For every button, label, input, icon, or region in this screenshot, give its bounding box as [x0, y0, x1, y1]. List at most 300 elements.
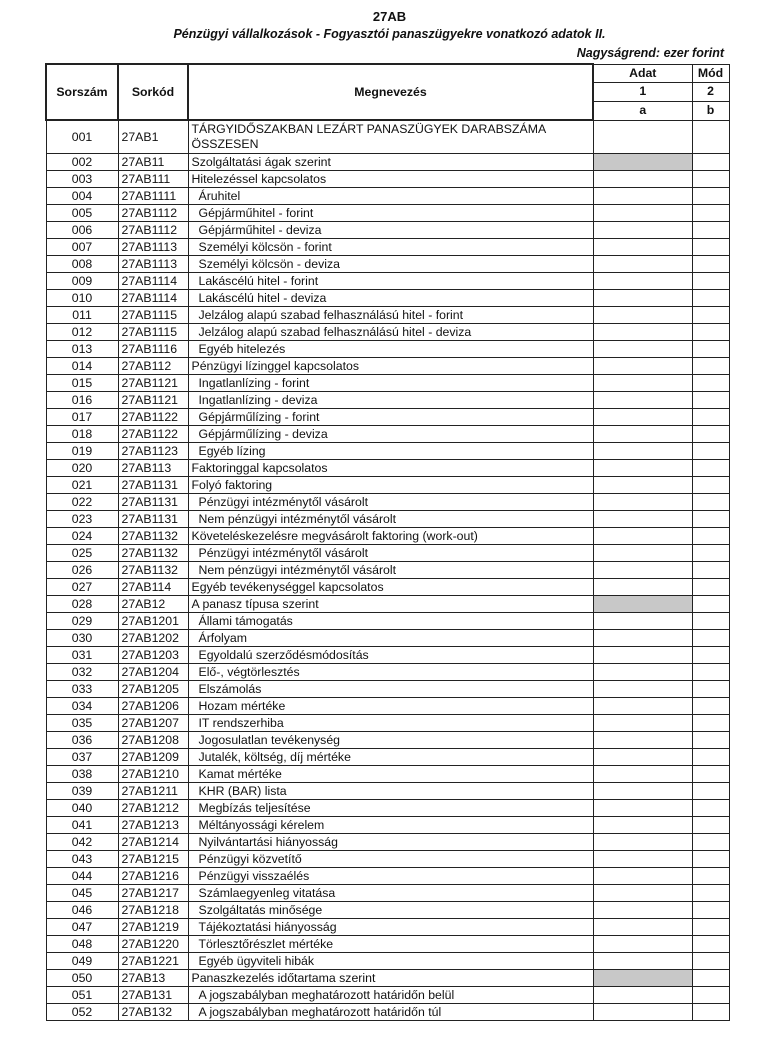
- table-row: [46, 290, 729, 307]
- row-name: A panasz típusa szerint: [188, 596, 593, 613]
- row-name: Jelzálog alapú szabad felhasználású hitel - forint: [188, 307, 593, 324]
- row-number: 013: [46, 341, 118, 358]
- row-value-mod[interactable]: [692, 545, 729, 562]
- row-name: Egyéb lízing: [188, 443, 593, 460]
- row-value-mod[interactable]: [692, 664, 729, 681]
- row-number: 029: [46, 613, 118, 630]
- row-value-adat[interactable]: [593, 766, 692, 783]
- row-name: Lakáscélú hitel - forint: [188, 273, 593, 290]
- row-value-mod[interactable]: [692, 579, 729, 596]
- row-value-adat[interactable]: [593, 545, 692, 562]
- row-name: Egyéb ügyviteli hibák: [188, 953, 593, 970]
- row-number: 015: [46, 375, 118, 392]
- row-name: KHR (BAR) lista: [188, 783, 593, 800]
- row-value-adat[interactable]: [593, 783, 692, 800]
- row-name: Szolgáltatás minősége: [188, 902, 593, 919]
- row-value-mod[interactable]: [692, 443, 729, 460]
- table-row: [46, 579, 729, 596]
- row-number: 052: [46, 1004, 118, 1021]
- row-code: 27AB1113: [118, 256, 188, 273]
- row-value-adat[interactable]: [593, 477, 692, 494]
- table-row: [46, 902, 729, 919]
- table-row: [46, 868, 729, 885]
- form-code: 27AB: [372, 9, 407, 24]
- row-code: 27AB1122: [118, 426, 188, 443]
- row-name: A jogszabályban meghatározott határidőn belül: [188, 987, 593, 1004]
- row-value-mod[interactable]: [692, 562, 729, 579]
- row-value-mod[interactable]: [692, 120, 729, 154]
- header-mod: Mód: [692, 64, 729, 83]
- row-name: Méltányossági kérelem: [188, 817, 593, 834]
- table-row: [46, 749, 729, 766]
- row-value-mod[interactable]: [692, 970, 729, 987]
- table-row: [46, 188, 729, 205]
- row-value-adat[interactable]: [593, 205, 692, 222]
- row-value-mod[interactable]: [692, 698, 729, 715]
- form-title: Pénzügyi vállalkozások - Fogyasztói panaszügyekre vonatkozó adatok II.: [173, 27, 606, 41]
- row-name: Áruhitel: [188, 188, 593, 205]
- unit-label: Nagyságrend: ezer forint: [576, 46, 724, 60]
- row-value-mod[interactable]: [692, 1004, 729, 1021]
- row-number: 048: [46, 936, 118, 953]
- row-name: Kamat mértéke: [188, 766, 593, 783]
- row-name: Szolgáltatási ágak szerint: [188, 154, 593, 171]
- row-number: 004: [46, 188, 118, 205]
- row-value-adat[interactable]: [593, 273, 692, 290]
- row-number: 017: [46, 409, 118, 426]
- row-value-adat[interactable]: [593, 341, 692, 358]
- table-row: [46, 766, 729, 783]
- row-value-adat[interactable]: [593, 596, 692, 613]
- row-name: Tájékoztatási hiányosság: [188, 919, 593, 936]
- row-code: 27AB1115: [118, 324, 188, 341]
- row-number: 026: [46, 562, 118, 579]
- row-value-mod[interactable]: [692, 647, 729, 664]
- row-number: 006: [46, 222, 118, 239]
- row-number: 011: [46, 307, 118, 324]
- row-name: Jutalék, költség, díj mértéke: [188, 749, 593, 766]
- table-row: [46, 460, 729, 477]
- row-value-adat[interactable]: [593, 528, 692, 545]
- row-value-adat[interactable]: [593, 953, 692, 970]
- row-value-adat[interactable]: [593, 511, 692, 528]
- row-value-mod[interactable]: [692, 987, 729, 1004]
- row-value-mod[interactable]: [692, 715, 729, 732]
- table-row: [46, 511, 729, 528]
- row-value-mod[interactable]: [692, 596, 729, 613]
- row-value-adat[interactable]: [593, 630, 692, 647]
- row-value-adat[interactable]: [593, 647, 692, 664]
- row-code: 27AB1211: [118, 783, 188, 800]
- row-name: Állami támogatás: [188, 613, 593, 630]
- row-code: 27AB11: [118, 154, 188, 171]
- table-row: [46, 630, 729, 647]
- row-number: 025: [46, 545, 118, 562]
- row-value-mod[interactable]: [692, 630, 729, 647]
- row-code: 27AB113: [118, 460, 188, 477]
- row-value-mod[interactable]: [692, 766, 729, 783]
- row-code: 27AB1114: [118, 273, 188, 290]
- row-value-mod[interactable]: [692, 902, 729, 919]
- row-value-mod[interactable]: [692, 307, 729, 324]
- row-name: Követeléskezelésre megvásárolt faktoring (work-out): [188, 528, 593, 545]
- row-value-adat[interactable]: [593, 392, 692, 409]
- row-code: 27AB1115: [118, 307, 188, 324]
- row-name: Egyoldalú szerződésmódosítás: [188, 647, 593, 664]
- row-value-adat[interactable]: [593, 919, 692, 936]
- row-code: 27AB1218: [118, 902, 188, 919]
- table-row: [46, 256, 729, 273]
- row-code: 27AB1111: [118, 188, 188, 205]
- row-value-adat[interactable]: [593, 426, 692, 443]
- row-code: 27AB1112: [118, 205, 188, 222]
- row-value-adat[interactable]: [593, 970, 692, 987]
- table-row: [46, 120, 729, 154]
- table-row: [46, 477, 729, 494]
- row-value-mod[interactable]: [692, 341, 729, 358]
- row-number: 043: [46, 851, 118, 868]
- row-name: IT rendszerhiba: [188, 715, 593, 732]
- row-value-adat[interactable]: [593, 324, 692, 341]
- row-value-adat[interactable]: [593, 851, 692, 868]
- row-value-mod[interactable]: [692, 783, 729, 800]
- row-code: 27AB1209: [118, 749, 188, 766]
- row-value-mod[interactable]: [692, 613, 729, 630]
- row-name: Nem pénzügyi intézménytől vásárolt: [188, 511, 593, 528]
- row-number: 012: [46, 324, 118, 341]
- row-name: Pénzügyi közvetítő: [188, 851, 593, 868]
- row-name: A jogszabályban meghatározott határidőn túl: [188, 1004, 593, 1021]
- row-value-mod[interactable]: [692, 256, 729, 273]
- row-name: Gépjárműhitel - forint: [188, 205, 593, 222]
- row-code: 27AB1210: [118, 766, 188, 783]
- row-code: 27AB1201: [118, 613, 188, 630]
- row-value-mod[interactable]: [692, 681, 729, 698]
- row-value-adat[interactable]: [593, 494, 692, 511]
- row-value-mod[interactable]: [692, 290, 729, 307]
- row-code: 27AB111: [118, 171, 188, 188]
- table-row: [46, 443, 729, 460]
- row-code: 27AB1215: [118, 851, 188, 868]
- row-name: Pénzügyi intézménytől vásárolt: [188, 545, 593, 562]
- row-value-adat[interactable]: [593, 562, 692, 579]
- row-name: Egyéb tevékenységgel kapcsolatos: [188, 579, 593, 596]
- row-code: 27AB132: [118, 1004, 188, 1021]
- row-value-adat[interactable]: [593, 936, 692, 953]
- row-code: 27AB1123: [118, 443, 188, 460]
- row-value-adat[interactable]: [593, 358, 692, 375]
- table-row: [46, 392, 729, 409]
- row-number: 020: [46, 460, 118, 477]
- row-value-adat[interactable]: [593, 749, 692, 766]
- row-code: 27AB1122: [118, 409, 188, 426]
- row-value-mod[interactable]: [692, 477, 729, 494]
- row-number: 042: [46, 834, 118, 851]
- row-number: 002: [46, 154, 118, 171]
- row-value-adat[interactable]: [593, 409, 692, 426]
- row-code: 27AB1116: [118, 341, 188, 358]
- row-value-mod[interactable]: [692, 851, 729, 868]
- row-value-adat[interactable]: [593, 171, 692, 188]
- table-row: [46, 375, 729, 392]
- row-code: 27AB1203: [118, 647, 188, 664]
- row-value-mod[interactable]: [692, 732, 729, 749]
- row-value-adat[interactable]: [593, 375, 692, 392]
- header-mod-num: 2: [692, 83, 729, 102]
- row-code: 27AB1202: [118, 630, 188, 647]
- row-name: Gépjárműhitel - deviza: [188, 222, 593, 239]
- row-value-adat[interactable]: [593, 885, 692, 902]
- row-value-mod[interactable]: [692, 409, 729, 426]
- row-number: 028: [46, 596, 118, 613]
- row-name: Hozam mértéke: [188, 698, 593, 715]
- row-code: 27AB114: [118, 579, 188, 596]
- table-row: [46, 698, 729, 715]
- row-code: 27AB1204: [118, 664, 188, 681]
- header-adat: Adat: [593, 64, 692, 83]
- row-number: 033: [46, 681, 118, 698]
- row-value-mod[interactable]: [692, 154, 729, 171]
- row-value-mod[interactable]: [692, 834, 729, 851]
- table-row: [46, 647, 729, 664]
- row-number: 027: [46, 579, 118, 596]
- row-value-adat[interactable]: [593, 698, 692, 715]
- row-value-mod[interactable]: [692, 953, 729, 970]
- row-code: 27AB1214: [118, 834, 188, 851]
- row-value-mod[interactable]: [692, 460, 729, 477]
- row-value-adat[interactable]: [593, 120, 692, 154]
- table-row: [46, 205, 729, 222]
- row-number: 031: [46, 647, 118, 664]
- table-row: [46, 222, 729, 239]
- row-value-adat[interactable]: [593, 460, 692, 477]
- row-value-mod[interactable]: [692, 222, 729, 239]
- row-number: 044: [46, 868, 118, 885]
- table-row: [46, 324, 729, 341]
- row-code: 27AB1131: [118, 511, 188, 528]
- row-number: 047: [46, 919, 118, 936]
- row-number: 034: [46, 698, 118, 715]
- row-number: 041: [46, 817, 118, 834]
- row-value-adat[interactable]: [593, 1004, 692, 1021]
- row-number: 039: [46, 783, 118, 800]
- table-row: [46, 528, 729, 545]
- row-code: 27AB13: [118, 970, 188, 987]
- table-row: [46, 1004, 729, 1021]
- row-code: 27AB1220: [118, 936, 188, 953]
- row-name: Jogosulatlan tevékenység: [188, 732, 593, 749]
- table-row: [46, 681, 729, 698]
- row-number: 046: [46, 902, 118, 919]
- header-adat-num: 1: [593, 83, 692, 102]
- row-value-adat[interactable]: [593, 868, 692, 885]
- table-row: [46, 970, 729, 987]
- row-value-adat[interactable]: [593, 987, 692, 1004]
- row-number: 009: [46, 273, 118, 290]
- row-number: 007: [46, 239, 118, 256]
- table-header: [46, 64, 729, 120]
- row-code: 27AB1212: [118, 800, 188, 817]
- table-row: [46, 596, 729, 613]
- row-code: 27AB1205: [118, 681, 188, 698]
- table-row: [46, 273, 729, 290]
- row-value-adat[interactable]: [593, 800, 692, 817]
- row-value-mod[interactable]: [692, 936, 729, 953]
- row-code: 27AB1132: [118, 562, 188, 579]
- row-value-mod[interactable]: [692, 885, 729, 902]
- row-name: TÁRGYIDŐSZAKBAN LEZÁRT PANASZÜGYEK DARABSZÁMA ÖSSZESEN: [188, 120, 593, 154]
- row-number: 018: [46, 426, 118, 443]
- row-name: Személyi kölcsön - forint: [188, 239, 593, 256]
- table-body: [46, 120, 729, 1021]
- row-number: 037: [46, 749, 118, 766]
- header-adat-letter: a: [593, 101, 692, 120]
- row-number: 021: [46, 477, 118, 494]
- row-number: 040: [46, 800, 118, 817]
- row-value-adat[interactable]: [593, 613, 692, 630]
- row-name: Jelzálog alapú szabad felhasználású hitel - deviza: [188, 324, 593, 341]
- row-code: 27AB1113: [118, 239, 188, 256]
- row-value-adat[interactable]: [593, 579, 692, 596]
- table-row: [46, 936, 729, 953]
- table-row: [46, 307, 729, 324]
- row-number: 019: [46, 443, 118, 460]
- row-value-mod[interactable]: [692, 528, 729, 545]
- row-number: 030: [46, 630, 118, 647]
- row-value-mod[interactable]: [692, 919, 729, 936]
- table-row: [46, 851, 729, 868]
- row-value-adat[interactable]: [593, 443, 692, 460]
- row-code: 27AB1219: [118, 919, 188, 936]
- row-number: 016: [46, 392, 118, 409]
- row-value-adat[interactable]: [593, 222, 692, 239]
- row-number: 014: [46, 358, 118, 375]
- row-name: Nem pénzügyi intézménytől vásárolt: [188, 562, 593, 579]
- data-table: [45, 63, 730, 1021]
- row-name: Egyéb hitelezés: [188, 341, 593, 358]
- header-sorszam: Sorszám: [46, 64, 118, 120]
- row-code: 27AB1112: [118, 222, 188, 239]
- row-name: Gépjárműlízing - deviza: [188, 426, 593, 443]
- row-name: Elő-, végtörlesztés: [188, 664, 593, 681]
- table-row: [46, 426, 729, 443]
- row-value-mod[interactable]: [692, 324, 729, 341]
- row-value-adat[interactable]: [593, 817, 692, 834]
- row-value-mod[interactable]: [692, 375, 729, 392]
- table-row: [46, 715, 729, 732]
- row-number: 022: [46, 494, 118, 511]
- row-number: 023: [46, 511, 118, 528]
- row-name: Ingatlanlízing - deviza: [188, 392, 593, 409]
- row-code: 27AB1221: [118, 953, 188, 970]
- row-number: 035: [46, 715, 118, 732]
- row-name: Nyilvántartási hiányosság: [188, 834, 593, 851]
- row-value-adat[interactable]: [593, 732, 692, 749]
- row-value-mod[interactable]: [692, 273, 729, 290]
- row-number: 003: [46, 171, 118, 188]
- row-name: Pénzügyi lízinggel kapcsolatos: [188, 358, 593, 375]
- row-value-adat[interactable]: [593, 834, 692, 851]
- row-code: 27AB1121: [118, 375, 188, 392]
- table-row: [46, 664, 729, 681]
- row-code: 27AB1206: [118, 698, 188, 715]
- row-value-adat[interactable]: [593, 715, 692, 732]
- header-mod-letter: b: [692, 101, 729, 120]
- row-name: Megbízás teljesítése: [188, 800, 593, 817]
- table-row: [46, 732, 729, 749]
- row-code: 27AB12: [118, 596, 188, 613]
- row-value-adat[interactable]: [593, 256, 692, 273]
- row-code: 27AB1208: [118, 732, 188, 749]
- table-row: [46, 953, 729, 970]
- row-name: Pénzügyi intézménytől vásárolt: [188, 494, 593, 511]
- row-code: 27AB1131: [118, 477, 188, 494]
- table-row: [46, 562, 729, 579]
- row-value-mod[interactable]: [692, 817, 729, 834]
- row-name: Törlesztőrészlet mértéke: [188, 936, 593, 953]
- row-value-mod[interactable]: [692, 188, 729, 205]
- row-name: Személyi kölcsön - deviza: [188, 256, 593, 273]
- row-value-adat[interactable]: [593, 681, 692, 698]
- table-row: [46, 409, 729, 426]
- row-value-mod[interactable]: [692, 205, 729, 222]
- row-value-mod[interactable]: [692, 239, 729, 256]
- header-sorkod: Sorkód: [118, 64, 188, 120]
- row-value-mod[interactable]: [692, 511, 729, 528]
- row-value-adat[interactable]: [593, 154, 692, 171]
- row-value-mod[interactable]: [692, 749, 729, 766]
- row-value-mod[interactable]: [692, 171, 729, 188]
- row-name: Faktoringgal kapcsolatos: [188, 460, 593, 477]
- row-name: Hitelezéssel kapcsolatos: [188, 171, 593, 188]
- row-name: Elszámolás: [188, 681, 593, 698]
- table-row: [46, 987, 729, 1004]
- row-code: 27AB1213: [118, 817, 188, 834]
- row-number: 036: [46, 732, 118, 749]
- row-value-adat[interactable]: [593, 307, 692, 324]
- row-number: 005: [46, 205, 118, 222]
- row-value-mod[interactable]: [692, 494, 729, 511]
- row-value-adat[interactable]: [593, 290, 692, 307]
- row-name: Árfolyam: [188, 630, 593, 647]
- row-code: 27AB1: [118, 120, 188, 154]
- table-row: [46, 834, 729, 851]
- row-value-adat[interactable]: [593, 664, 692, 681]
- row-number: 024: [46, 528, 118, 545]
- row-code: 27AB1114: [118, 290, 188, 307]
- row-value-mod[interactable]: [692, 800, 729, 817]
- row-name: Számlaegyenleg vitatása: [188, 885, 593, 902]
- row-code: 27AB1216: [118, 868, 188, 885]
- row-code: 27AB112: [118, 358, 188, 375]
- row-code: 27AB1131: [118, 494, 188, 511]
- row-number: 032: [46, 664, 118, 681]
- row-value-adat[interactable]: [593, 239, 692, 256]
- row-value-adat[interactable]: [593, 902, 692, 919]
- table-row: [46, 494, 729, 511]
- row-value-mod[interactable]: [692, 358, 729, 375]
- row-value-adat[interactable]: [593, 188, 692, 205]
- row-name: Gépjárműlízing - forint: [188, 409, 593, 426]
- row-value-mod[interactable]: [692, 392, 729, 409]
- row-code: 27AB1132: [118, 545, 188, 562]
- row-value-mod[interactable]: [692, 426, 729, 443]
- row-name: Ingatlanlízing - forint: [188, 375, 593, 392]
- row-code: 27AB1217: [118, 885, 188, 902]
- table-row: [46, 817, 729, 834]
- row-value-mod[interactable]: [692, 868, 729, 885]
- row-code: 27AB1207: [118, 715, 188, 732]
